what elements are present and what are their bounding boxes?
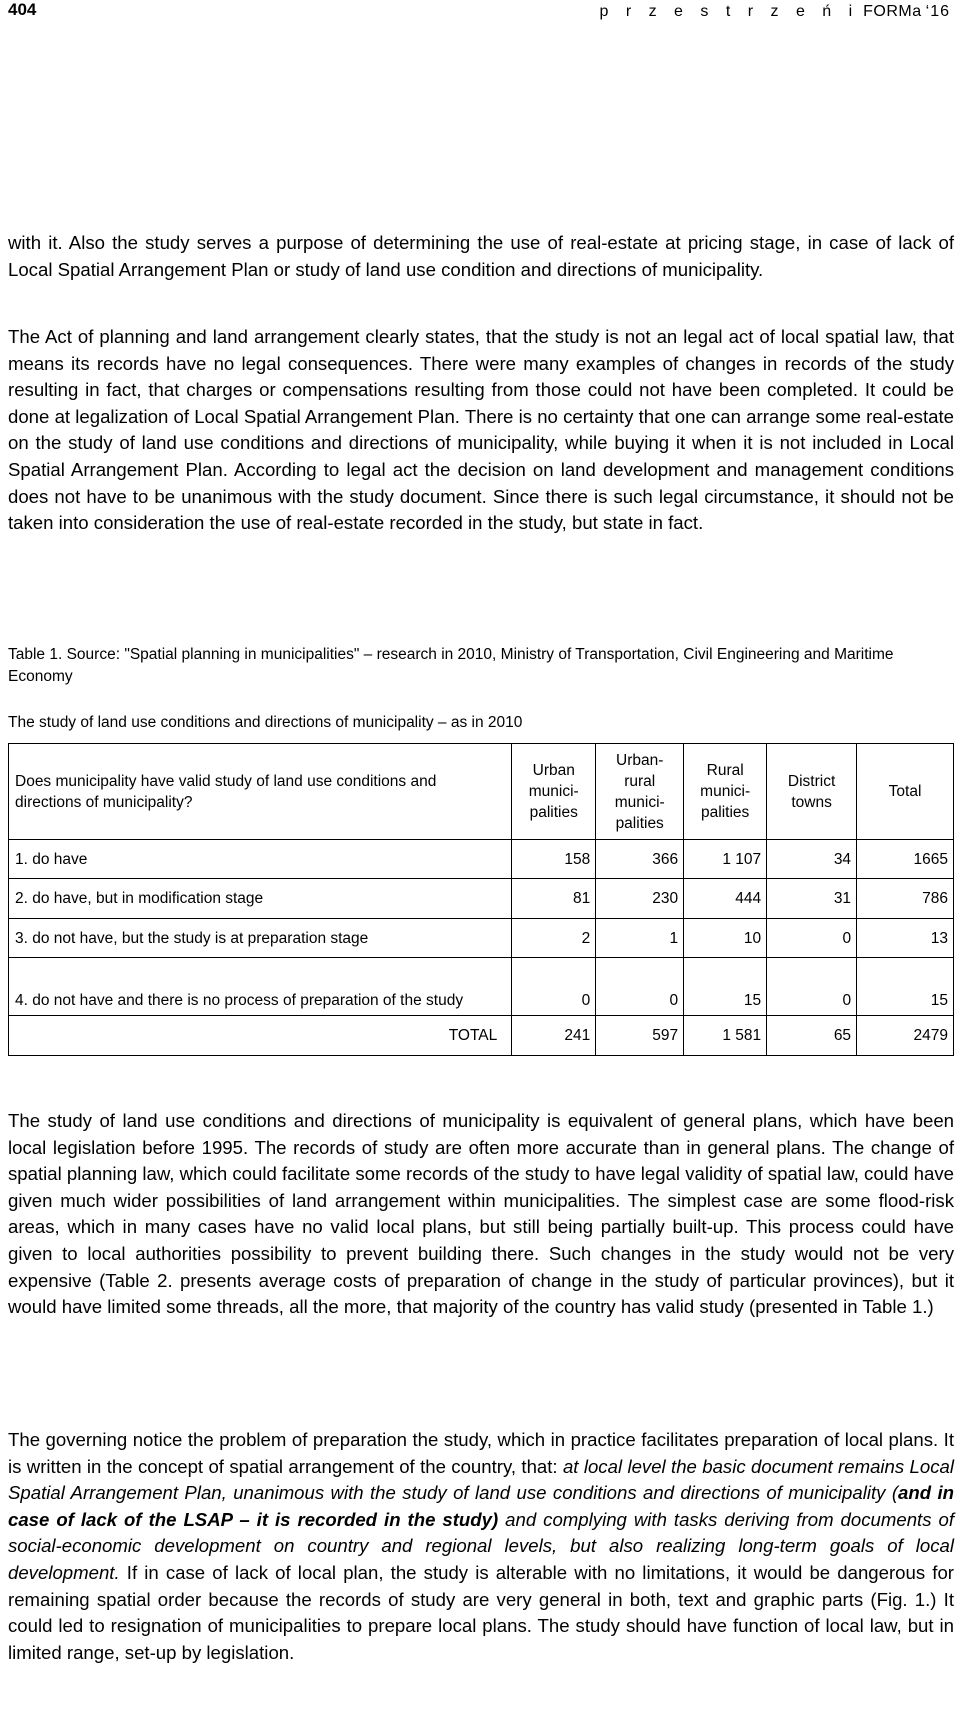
table-caption-block xyxy=(8,644,954,688)
page-number: 404 xyxy=(8,0,37,19)
paragraph-4-block xyxy=(8,1427,954,1666)
cell-urban-rural: 230 xyxy=(596,879,684,919)
paragraph-1: with it. Also the study serves a purpose of determining the use of real-estate at pricing stage, in case of lack of Local Spatial Arrangement Plan or study of land use condition and directions of municipality. xyxy=(8,232,954,280)
cell-total: 786 xyxy=(857,879,954,919)
journal-title-forma: FORMa xyxy=(863,3,922,20)
data-table xyxy=(8,743,954,1056)
paragraph-4-text-a: The governing notice the problem of preparation the study, which in practice facilitates preparation of local plans. It is written in the concept of spatial arrangement of the country, that: xyxy=(8,1429,954,1477)
header-rural: Rural munici-palities xyxy=(684,744,767,840)
total-label: TOTAL xyxy=(9,1016,512,1056)
paragraph-4-quote-bold: and in case of lack of the LSAP – it is recorded in the study) xyxy=(8,1482,955,1530)
page-header xyxy=(8,0,950,26)
table-block xyxy=(8,743,954,1056)
total-district: 65 xyxy=(767,1016,857,1056)
journal-title xyxy=(599,3,950,21)
row-label: 3. do not have, but the study is at preparation stage xyxy=(9,919,512,958)
paragraph-4-text-b: If in case of lack of local plan, the study is alterable with no limitations, it would be dangerous for remaining spatial order because the records of study are very general in both, text and graphic parts (Fig. 1.) It could led to resignation of municipalities to prepare local plans. The study should have function of local law, but in limited range, set-up by legislation. xyxy=(8,1561,954,1663)
journal-title-spaced: p r z e s t r z e ń i xyxy=(599,3,859,20)
total-total: 2479 xyxy=(857,1016,954,1056)
header-urban: Urban munici-palities xyxy=(512,744,596,840)
cell-urban: 158 xyxy=(512,840,596,879)
row-label: 2. do have, but in modification stage xyxy=(9,879,512,919)
table-row xyxy=(9,958,954,1016)
table-subtitle: The study of land use conditions and directions of municipality – as in 2010 xyxy=(8,714,523,731)
paragraph-2: The Act of planning and land arrangement clearly states, that the study is not an legal act of local spatial law, that means its records have no legal consequences. There were many examples of changes in records of the study resulting in fact, that charges or compensations resulting from those could not have been completed. It could be done at legalization of Local Spatial Arrangement Plan. There is no certainty that one can arrange some real-estate on the study of land use conditions and directions of municipality, while buying it when it is not included in Local Spatial Arrangement Plan. According to legal act the decision on land development and management conditions does not have to be unanimous with the study document. Since there is such legal circumstance, it should not be taken into consideration the use of real-estate recorded in the study, but state in fact. xyxy=(8,326,954,534)
paragraph-2-block xyxy=(8,324,954,537)
total-urban: 241 xyxy=(512,1016,596,1056)
table-caption: Table 1. Source: "Spatial planning in municipalities" – research in 2010, Ministry of Transportation, Civil Engineering and Maritime Economy xyxy=(8,646,894,685)
cell-urban: 0 xyxy=(512,958,596,1016)
cell-urban-rural: 1 xyxy=(596,919,684,958)
header-question: Does municipality have valid study of land use conditions and directions of municipality? xyxy=(9,744,512,840)
cell-rural: 15 xyxy=(684,958,767,1016)
paragraph-3: The study of land use conditions and directions of municipality is equivalent of general plans, which have been local legislation before 1995. The records of study are often more accurate than in general plans. The change of spatial planning law, which could facilitate some records of the study to have legal validity of spatial law, could have given much wider possibilities of land arrangement within municipalities. The simplest case are some flood-risk areas, which in many cases have no valid local plans, but still being partially built-up. This process could have given to local authorities possibility to prevent building there. Such changes in the study would not be very expensive (Table 2. presents average costs of preparation of change in the study of particular provinces), but it would have limited some threads, all the more, that majority of the country has valid study (presented in Table 1.) xyxy=(8,1110,954,1318)
cell-urban-rural: 0 xyxy=(596,958,684,1016)
cell-district: 31 xyxy=(767,879,857,919)
table-row xyxy=(9,840,954,879)
cell-rural: 1 107 xyxy=(684,840,767,879)
header-total: Total xyxy=(857,744,954,840)
cell-urban-rural: 366 xyxy=(596,840,684,879)
paragraph-4-quote-b: and complying with tasks deriving from documents of social-economic development on country and regional levels, but also realizing long-term goals of local development. xyxy=(8,1508,954,1583)
cell-district: 0 xyxy=(767,919,857,958)
cell-urban: 81 xyxy=(512,879,596,919)
table-row xyxy=(9,879,954,919)
cell-total: 13 xyxy=(857,919,954,958)
cell-rural: 444 xyxy=(684,879,767,919)
cell-rural: 10 xyxy=(684,919,767,958)
total-rural: 1 581 xyxy=(684,1016,767,1056)
paragraph-1-block xyxy=(8,230,954,283)
paragraph-4-quote-a: at local level the basic document remains Local Spatial Arrangement Plan, unanimous with the study of land use conditions and directions of municipality ( xyxy=(8,1455,954,1504)
table-subtitle-block xyxy=(8,713,954,733)
journal-year: ‘16 xyxy=(925,3,950,20)
paragraph-4 xyxy=(8,1427,954,1666)
cell-urban: 2 xyxy=(512,919,596,958)
paragraph-3-block xyxy=(8,1108,954,1321)
table-row xyxy=(9,919,954,958)
cell-total: 15 xyxy=(857,958,954,1016)
row-label: 1. do have xyxy=(9,840,512,879)
cell-total: 1665 xyxy=(857,840,954,879)
cell-district: 34 xyxy=(767,840,857,879)
header-district: District towns xyxy=(767,744,857,840)
total-urban-rural: 597 xyxy=(596,1016,684,1056)
table-header-row xyxy=(9,744,954,840)
table-total-row xyxy=(9,1016,954,1056)
cell-district: 0 xyxy=(767,958,857,1016)
header-urban-rural: Urban-rural munici-palities xyxy=(596,744,684,840)
row-label: 4. do not have and there is no process of preparation of the study xyxy=(9,958,512,1016)
